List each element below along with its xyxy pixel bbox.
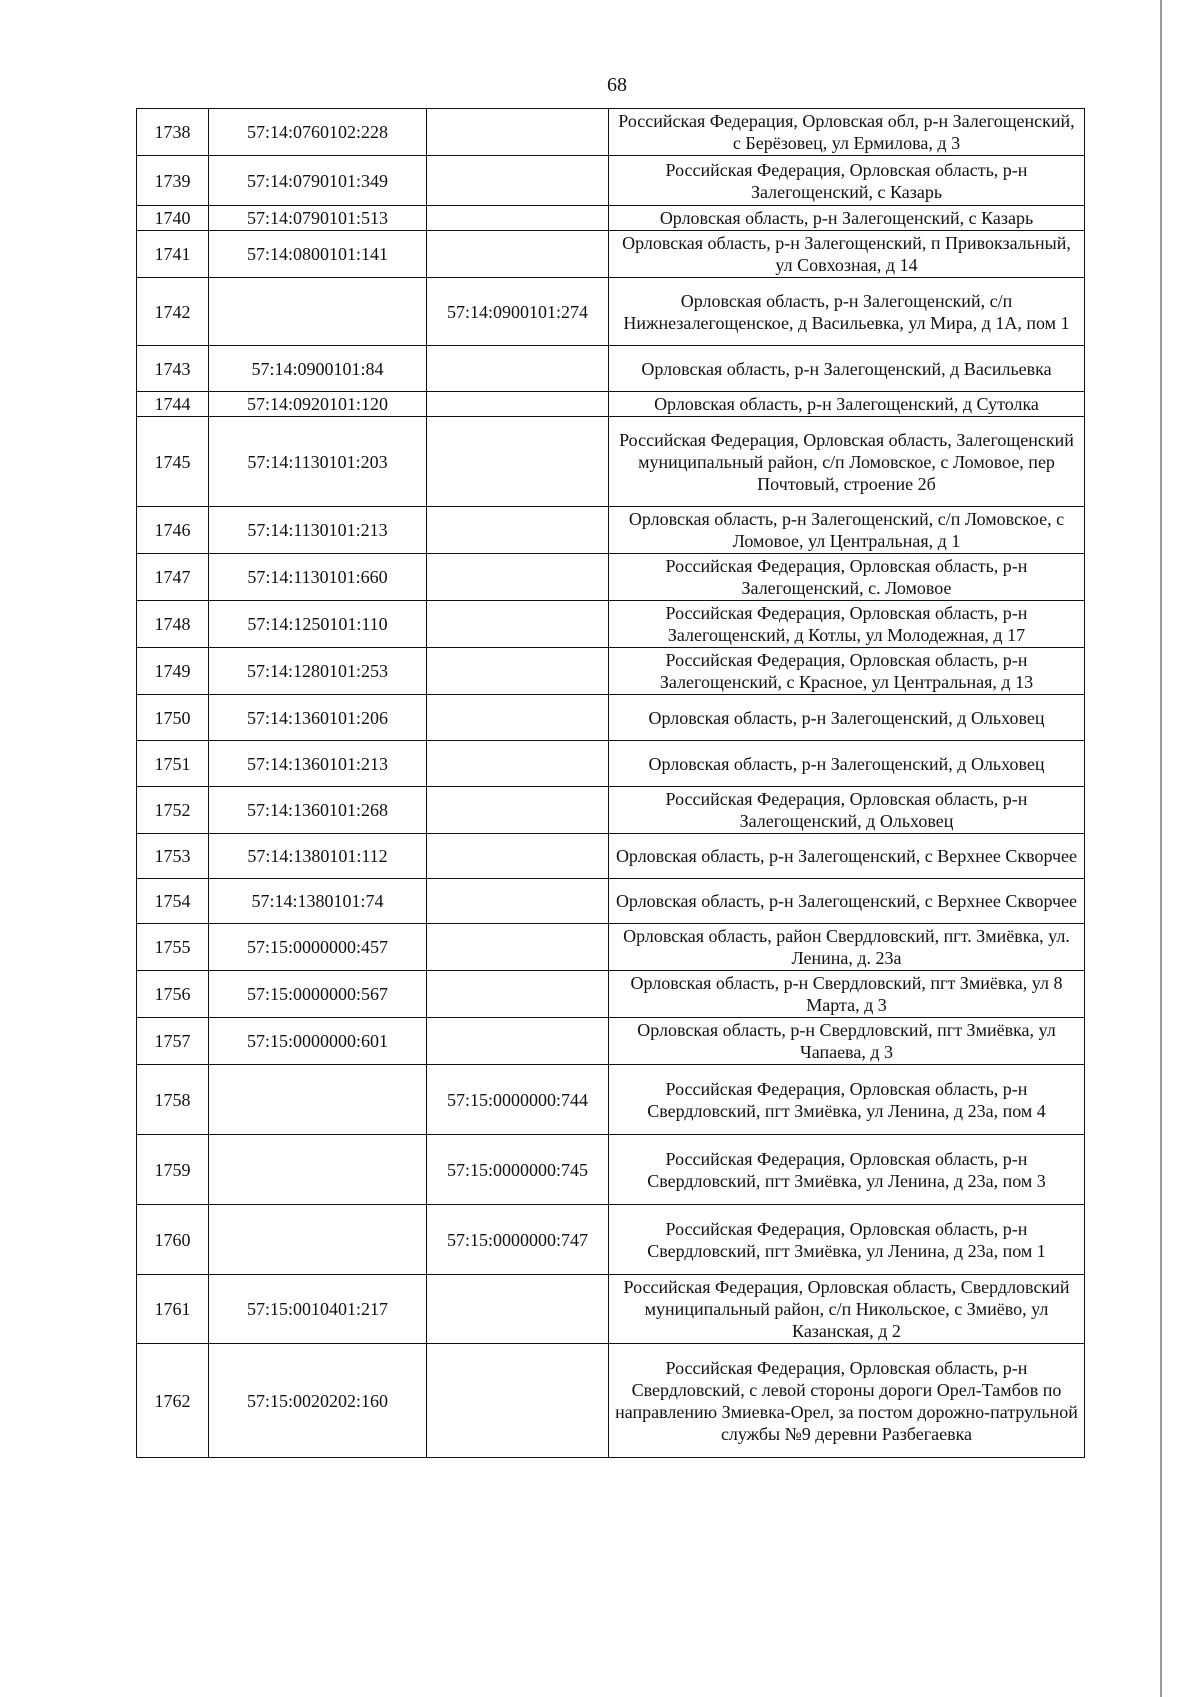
premises-cadastral-number-cell xyxy=(427,695,609,741)
page-edge-line xyxy=(1160,0,1162,1697)
cadastral-number-cell xyxy=(209,1065,427,1135)
row-number-cell: 1749 xyxy=(137,648,209,695)
row-number-cell: 1750 xyxy=(137,695,209,741)
premises-cadastral-number-cell xyxy=(427,392,609,417)
table-row xyxy=(137,392,1085,417)
row-number-cell: 1740 xyxy=(137,206,209,231)
address-cell: Орловская область, р-н Свердловский, пгт Змиёвка, ул Чапаева, д 3 xyxy=(609,1018,1085,1065)
table-row xyxy=(137,1018,1085,1065)
table-row xyxy=(137,787,1085,834)
row-number-cell: 1739 xyxy=(137,156,209,206)
address-cell: Российская Федерация, Орловская обл, р-н Залегощенский, с Берёзовец, ул Ермилова, д 3 xyxy=(609,109,1085,156)
cadastral-number-cell xyxy=(209,278,427,346)
cadastral-number-cell xyxy=(209,1135,427,1205)
address-cell: Российская Федерация, Орловская область, р-н Свердловский, пгт Змиёвка, ул Ленина, д 23а, пом 4 xyxy=(609,1065,1085,1135)
cadastral-number-cell: 57:15:0000000:567 xyxy=(209,971,427,1018)
cadastral-number-cell: 57:14:0800101:141 xyxy=(209,231,427,278)
cadastral-number-cell: 57:14:1130101:213 xyxy=(209,507,427,554)
address-cell: Российская Федерация, Орловская область, Свердловский муниципальный район, с/п Никольское, с Змиёво, ул Казанская, д 2 xyxy=(609,1275,1085,1344)
address-cell: Орловская область, р-н Залегощенский, п Привокзальный, ул Совхозная, д 14 xyxy=(609,231,1085,278)
premises-cadastral-number-cell: 57:15:0000000:744 xyxy=(427,1065,609,1135)
premises-cadastral-number-cell xyxy=(427,1344,609,1458)
row-number-cell: 1756 xyxy=(137,971,209,1018)
address-cell: Орловская область, р-н Залегощенский, с Верхнее Скворчее xyxy=(609,834,1085,879)
row-number-cell: 1752 xyxy=(137,787,209,834)
cadastral-number-cell: 57:14:1380101:74 xyxy=(209,879,427,924)
premises-cadastral-number-cell xyxy=(427,206,609,231)
premises-cadastral-number-cell xyxy=(427,156,609,206)
table-row xyxy=(137,346,1085,392)
premises-cadastral-number-cell xyxy=(427,1275,609,1344)
page-number: 68 xyxy=(607,74,627,96)
row-number-cell: 1754 xyxy=(137,879,209,924)
row-number-cell: 1746 xyxy=(137,507,209,554)
cadastral-number-cell: 57:14:0900101:84 xyxy=(209,346,427,392)
address-cell: Орловская область, р-н Залегощенский, д Сутолка xyxy=(609,392,1085,417)
address-cell: Российская Федерация, Орловская область, р-н Свердловский, пгт Змиёвка, ул Ленина, д 23а, пом 1 xyxy=(609,1205,1085,1275)
cadastral-number-cell: 57:14:1130101:660 xyxy=(209,554,427,601)
row-number-cell: 1745 xyxy=(137,417,209,507)
address-cell: Орловская область, р-н Свердловский, пгт Змиёвка, ул 8 Марта, д 3 xyxy=(609,971,1085,1018)
cadastral-number-cell: 57:14:1360101:213 xyxy=(209,741,427,787)
address-cell: Орловская область, р-н Залегощенский, с Верхнее Скворчее xyxy=(609,879,1085,924)
premises-cadastral-number-cell xyxy=(427,346,609,392)
address-cell: Орловская область, р-н Залегощенский, д Васильевка xyxy=(609,346,1085,392)
premises-cadastral-number-cell xyxy=(427,879,609,924)
row-number-cell: 1753 xyxy=(137,834,209,879)
table-row xyxy=(137,971,1085,1018)
premises-cadastral-number-cell xyxy=(427,741,609,787)
table-row xyxy=(137,648,1085,695)
table-row xyxy=(137,109,1085,156)
cadastral-number-cell: 57:14:1380101:112 xyxy=(209,834,427,879)
cadastral-number-cell: 57:14:1360101:206 xyxy=(209,695,427,741)
table-row xyxy=(137,206,1085,231)
premises-cadastral-number-cell xyxy=(427,507,609,554)
row-number-cell: 1742 xyxy=(137,278,209,346)
cadastral-number-cell xyxy=(209,1205,427,1275)
premises-cadastral-number-cell xyxy=(427,554,609,601)
cadastral-number-cell: 57:15:0000000:457 xyxy=(209,924,427,971)
premises-cadastral-number-cell: 57:15:0000000:745 xyxy=(427,1135,609,1205)
cadastral-number-cell: 57:14:1130101:203 xyxy=(209,417,427,507)
premises-cadastral-number-cell xyxy=(427,971,609,1018)
cadastral-number-cell: 57:14:1360101:268 xyxy=(209,787,427,834)
row-number-cell: 1751 xyxy=(137,741,209,787)
table-row xyxy=(137,695,1085,741)
premises-cadastral-number-cell xyxy=(427,417,609,507)
address-cell: Орловская область, р-н Залегощенский, с Казарь xyxy=(609,206,1085,231)
cadastral-number-cell: 57:14:1250101:110 xyxy=(209,601,427,648)
row-number-cell: 1755 xyxy=(137,924,209,971)
row-number-cell: 1748 xyxy=(137,601,209,648)
premises-cadastral-number-cell xyxy=(427,109,609,156)
row-number-cell: 1758 xyxy=(137,1065,209,1135)
table-row xyxy=(137,879,1085,924)
row-number-cell: 1759 xyxy=(137,1135,209,1205)
table-row xyxy=(137,1344,1085,1458)
address-cell: Российская Федерация, Орловская область, р-н Свердловский, пгт Змиёвка, ул Ленина, д 23а, пом 3 xyxy=(609,1135,1085,1205)
row-number-cell: 1738 xyxy=(137,109,209,156)
address-cell: Российская Федерация, Орловская область, Залегощенский муниципальный район, с/п Ломовское, с Ломовое, пер Почтовый, строение 2б xyxy=(609,417,1085,507)
premises-cadastral-number-cell xyxy=(427,231,609,278)
address-cell: Орловская область, район Свердловский, пгт. Змиёвка, ул. Ленина, д. 23а xyxy=(609,924,1085,971)
table-row xyxy=(137,834,1085,879)
premises-cadastral-number-cell xyxy=(427,924,609,971)
table-row xyxy=(137,1135,1085,1205)
premises-cadastral-number-cell xyxy=(427,834,609,879)
row-number-cell: 1747 xyxy=(137,554,209,601)
premises-cadastral-number-cell xyxy=(427,601,609,648)
address-cell: Орловская область, р-н Залегощенский, с/п Ломовское, с Ломовое, ул Центральная, д 1 xyxy=(609,507,1085,554)
table-row xyxy=(137,1065,1085,1135)
row-number-cell: 1744 xyxy=(137,392,209,417)
premises-cadastral-number-cell: 57:14:0900101:274 xyxy=(427,278,609,346)
cadastral-number-cell: 57:14:0760102:228 xyxy=(209,109,427,156)
table-row xyxy=(137,156,1085,206)
cadastral-number-cell: 57:14:1280101:253 xyxy=(209,648,427,695)
address-cell: Российская Федерация, Орловская область, р-н Залегощенский, с Красное, ул Центральная, д 13 xyxy=(609,648,1085,695)
premises-cadastral-number-cell xyxy=(427,1018,609,1065)
premises-cadastral-number-cell xyxy=(427,787,609,834)
cadastral-number-cell: 57:15:0020202:160 xyxy=(209,1344,427,1458)
address-cell: Российская Федерация, Орловская область, р-н Залегощенский, д Ольховец xyxy=(609,787,1085,834)
table-row xyxy=(137,554,1085,601)
address-cell: Российская Федерация, Орловская область, р-н Залегощенский, д Котлы, ул Молодежная, д 17 xyxy=(609,601,1085,648)
table-row xyxy=(137,1275,1085,1344)
address-cell: Орловская область, р-н Залегощенский, д Ольховец xyxy=(609,741,1085,787)
table-row xyxy=(137,231,1085,278)
cadastral-number-cell: 57:14:0790101:513 xyxy=(209,206,427,231)
table-row xyxy=(137,278,1085,346)
address-cell: Российская Федерация, Орловская область, р-н Залегощенский, с Казарь xyxy=(609,156,1085,206)
cadastral-number-cell: 57:14:0920101:120 xyxy=(209,392,427,417)
row-number-cell: 1761 xyxy=(137,1275,209,1344)
registry-table-body xyxy=(137,109,1085,1458)
cadastral-number-cell: 57:14:0790101:349 xyxy=(209,156,427,206)
row-number-cell: 1741 xyxy=(137,231,209,278)
registry-table xyxy=(136,108,1085,1458)
cadastral-number-cell: 57:15:0000000:601 xyxy=(209,1018,427,1065)
table-row xyxy=(137,507,1085,554)
cadastral-number-cell: 57:15:0010401:217 xyxy=(209,1275,427,1344)
address-cell: Орловская область, р-н Залегощенский, д Ольховец xyxy=(609,695,1085,741)
table-row xyxy=(137,601,1085,648)
row-number-cell: 1760 xyxy=(137,1205,209,1275)
table-row xyxy=(137,741,1085,787)
premises-cadastral-number-cell xyxy=(427,648,609,695)
address-cell: Российская Федерация, Орловская область, р-н Свердловский, с левой стороны дороги Орел-Тамбов по направлению Змиевка-Орел, за постом дорожно-патрульной службы №9 деревни Разбегаевка xyxy=(609,1344,1085,1458)
address-cell: Орловская область, р-н Залегощенский, с/п Нижнезалегощенское, д Васильевка, ул Мира, д 1А, пом 1 xyxy=(609,278,1085,346)
row-number-cell: 1743 xyxy=(137,346,209,392)
table-row xyxy=(137,924,1085,971)
row-number-cell: 1757 xyxy=(137,1018,209,1065)
table-row xyxy=(137,417,1085,507)
table-row xyxy=(137,1205,1085,1275)
row-number-cell: 1762 xyxy=(137,1344,209,1458)
address-cell: Российская Федерация, Орловская область, р-н Залегощенский, с. Ломовое xyxy=(609,554,1085,601)
premises-cadastral-number-cell: 57:15:0000000:747 xyxy=(427,1205,609,1275)
